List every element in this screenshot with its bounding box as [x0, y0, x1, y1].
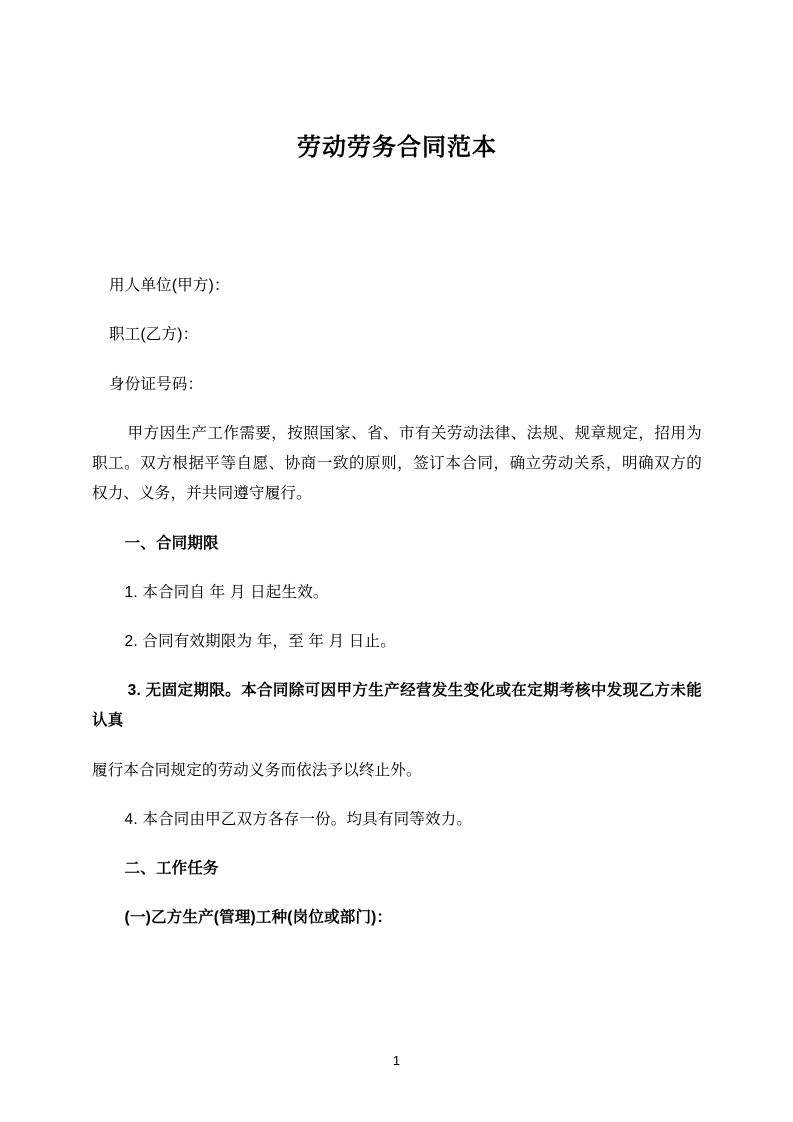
paragraph-spacer — [92, 400, 702, 419]
paragraph-spacer — [92, 884, 702, 903]
paragraph-item-2-1: (一)乙方生产(管理)工种(岗位或部门)： — [124, 909, 393, 927]
paragraph-spacer — [92, 835, 702, 854]
paragraph-spacer — [92, 737, 702, 756]
paragraph-id-number: 身份证号码： — [109, 375, 204, 393]
paragraph-spacer — [92, 301, 702, 320]
paragraph-item-1-1: 1. 本合同自 年 月 日起生效。 — [124, 583, 329, 601]
paragraph-item-1-3-continued: 履行本合同规定的劳动义务而依法予以终止外。 — [92, 761, 422, 779]
paragraph-item-1-3: 3. 无固定期限。本合同除可因甲方生产经营发生变化或在定期考核中发现乙方未能认真 — [92, 682, 702, 730]
paragraph-party-a: 用人单位(甲方)： — [109, 277, 230, 295]
paragraph-spacer — [92, 351, 702, 370]
paragraph-party-b: 职工(乙方)： — [109, 326, 199, 344]
paragraph-spacer — [92, 559, 702, 578]
title-spacer — [92, 163, 702, 271]
paragraph-spacer — [92, 608, 702, 627]
page-number: 1 — [392, 1053, 401, 1068]
document-body — [92, 0, 702, 933]
heading-work-duties: 二、工作任务 — [124, 860, 219, 878]
paragraph-item-1-2: 2. 合同有效期限为 年，至 年 月 日止。 — [124, 632, 396, 650]
heading-contract-term: 一、合同期限 — [124, 534, 219, 552]
page-title: 劳动劳务合同范本 — [297, 134, 497, 161]
paragraph-spacer — [92, 510, 702, 529]
paragraph-spacer — [92, 657, 702, 676]
paragraph-item-1-4: 4. 本合同由甲乙双方各存一份。均具有同等效力。 — [124, 810, 473, 828]
paragraph-preamble: 甲方因生产工作需要，按照国家、省、市有关劳动法律、法规、规章规定，招用为职工。双方根据平等自愿、协商一致的原则，签订本合同，确立劳动关系，明确双方的权力、义务，并共同遵守履行。 — [92, 424, 702, 503]
paragraph-spacer — [92, 786, 702, 805]
